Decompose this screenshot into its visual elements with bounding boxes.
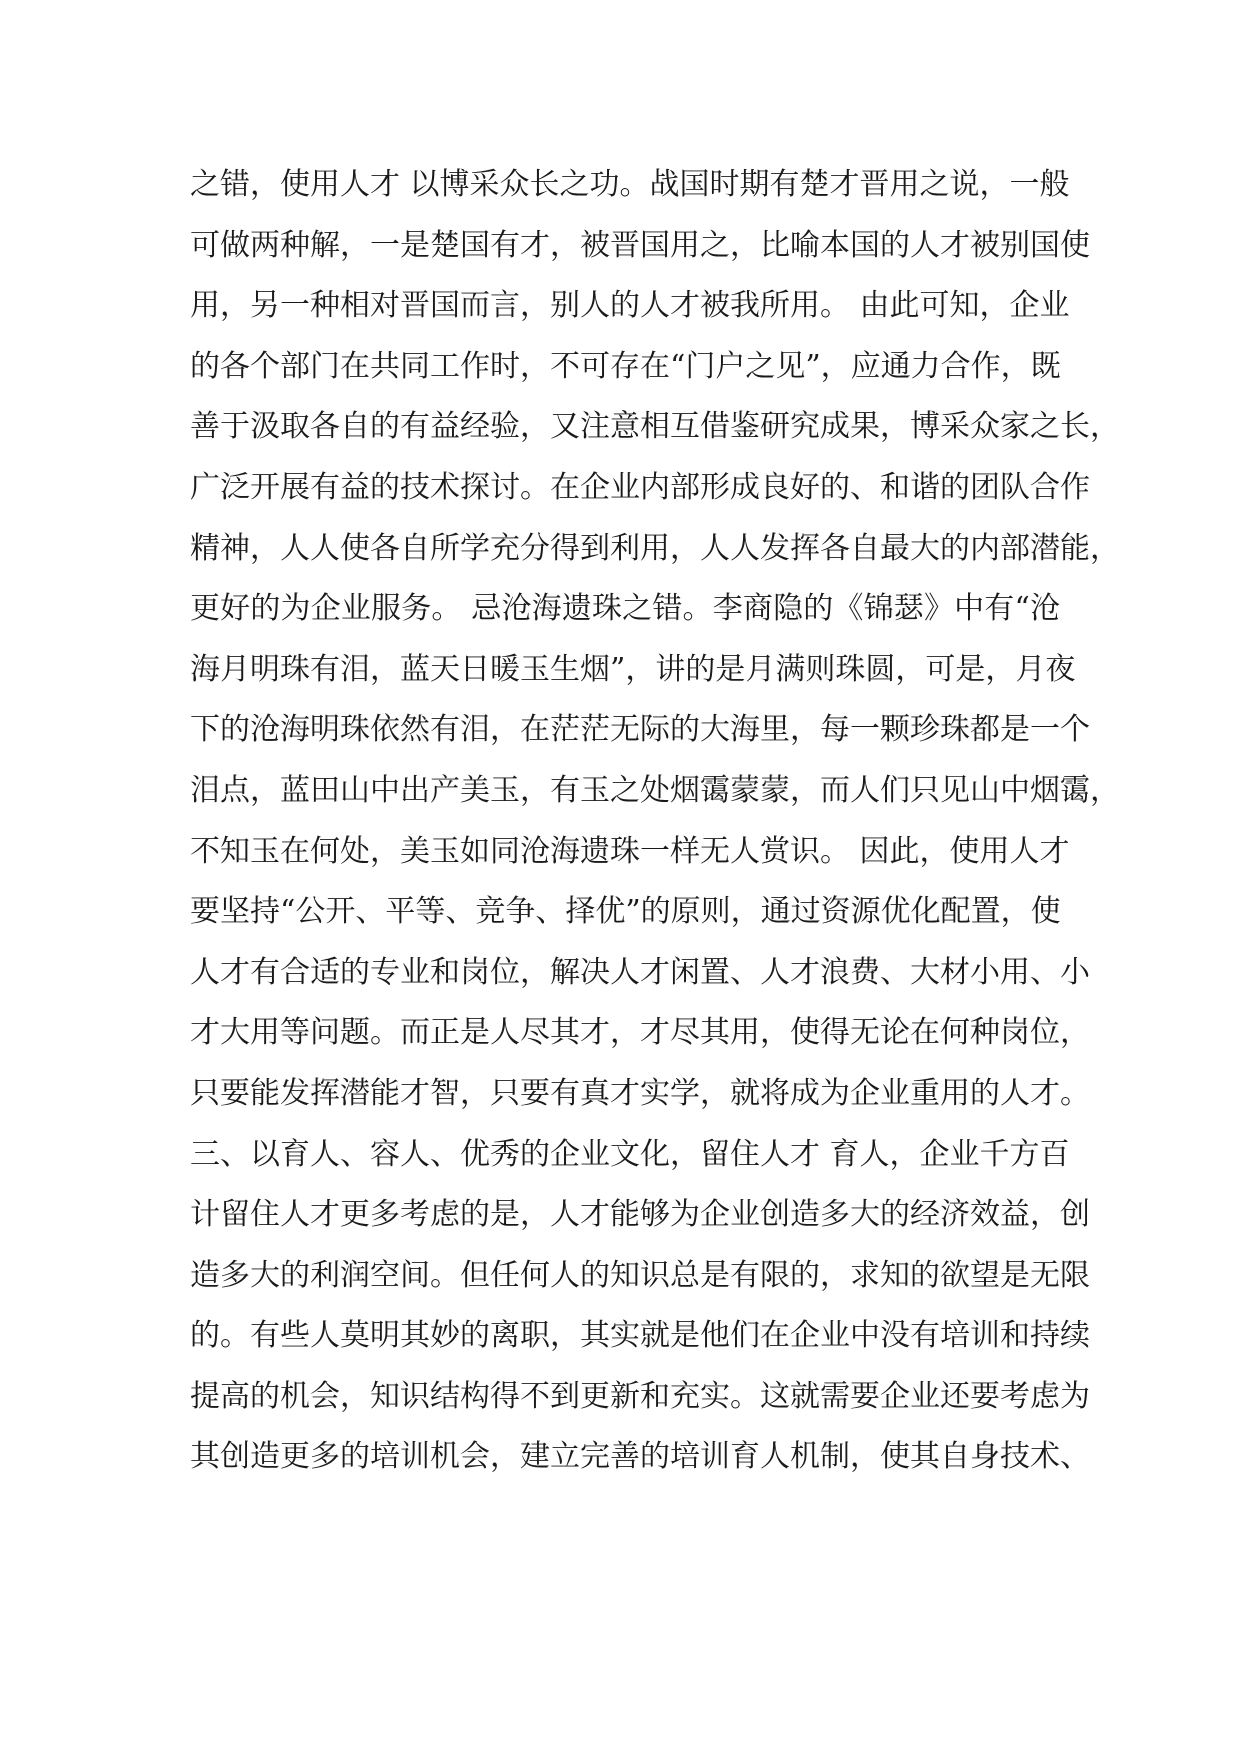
text-line: 的各个部门在共同工作时，不可存在“门户之见”，应通力合作，既 (190, 348, 1061, 384)
text-line: 精神，人人使各自所学充分得到利用，人人发挥各自最大的内部潜能， (190, 530, 1120, 566)
text-line: 广泛开展有益的技术探讨。在企业内部形成良好的、和谐的团队合作 (190, 469, 1090, 505)
text-line: 用，另一种相对晋国而言，别人的人才被我所用。 由此可知，企业 (190, 288, 1070, 324)
body-text (190, 155, 1120, 1488)
text-line: 人才有合适的专业和岗位，解决人才闲置、人才浪费、大材小用、小 (190, 954, 1090, 990)
text-line: 才大用等问题。而正是人尽其才，才尽其用，使得无论在何种岗位， (190, 1015, 1090, 1051)
text-line: 之错，使用人才 以博采众长之功。战国时期有楚才晋用之说，一般 (190, 167, 1070, 202)
text-line: 下的沧海明珠依然有泪，在茫茫无际的大海里，每一颗珍珠都是一个 (190, 712, 1090, 748)
text-line: 计留住人才更多考虑的是，人才能够为企业创造多大的经济效益，创 (190, 1197, 1090, 1233)
text-line: 提高的机会，知识结构得不到更新和充实。这就需要企业还要考虑为 (190, 1378, 1090, 1414)
text-line: 善于汲取各自的有益经验，又注意相互借鉴研究成果，博采众家之长， (190, 409, 1120, 445)
text-line: 不知玉在何处，美玉如同沧海遗珠一样无人赏识。 因此，使用人才 (190, 833, 1070, 869)
text-line: 其创造更多的培训机会，建立完善的培训育人机制，使其自身技术、 (190, 1439, 1090, 1475)
text-line: 的。有些人莫明其妙的离职，其实就是他们在企业中没有培训和持续 (190, 1318, 1090, 1354)
text-line: 泪点，蓝田山中出产美玉，有玉之处烟霭蒙蒙，而人们只见山中烟霭， (190, 772, 1120, 808)
text-line: 三、以育人、容人、优秀的企业文化，留住人才 育人，企业千方百 (190, 1136, 1070, 1172)
text-line: 可做两种解，一是楚国有才，被晋国用之，比喻本国的人才被别国使 (190, 227, 1090, 263)
text-line: 只要能发挥潜能才智，只要有真才实学，就将成为企业重用的人才。 (190, 1075, 1090, 1111)
text-line: 造多大的利润空间。但任何人的知识总是有限的，求知的欲望是无限 (190, 1257, 1090, 1293)
text-line: 要坚持“公开、平等、竞争、择优”的原则，通过资源优化配置，使 (190, 894, 1061, 930)
text-line: 海月明珠有泪，蓝天日暖玉生烟”，讲的是月满则珠圆，可是，月夜 (190, 651, 1076, 687)
text-line: 更好的为企业服务。 忌沧海遗珠之错。李商隐的《锦瑟》中有“沧 (190, 591, 1060, 627)
